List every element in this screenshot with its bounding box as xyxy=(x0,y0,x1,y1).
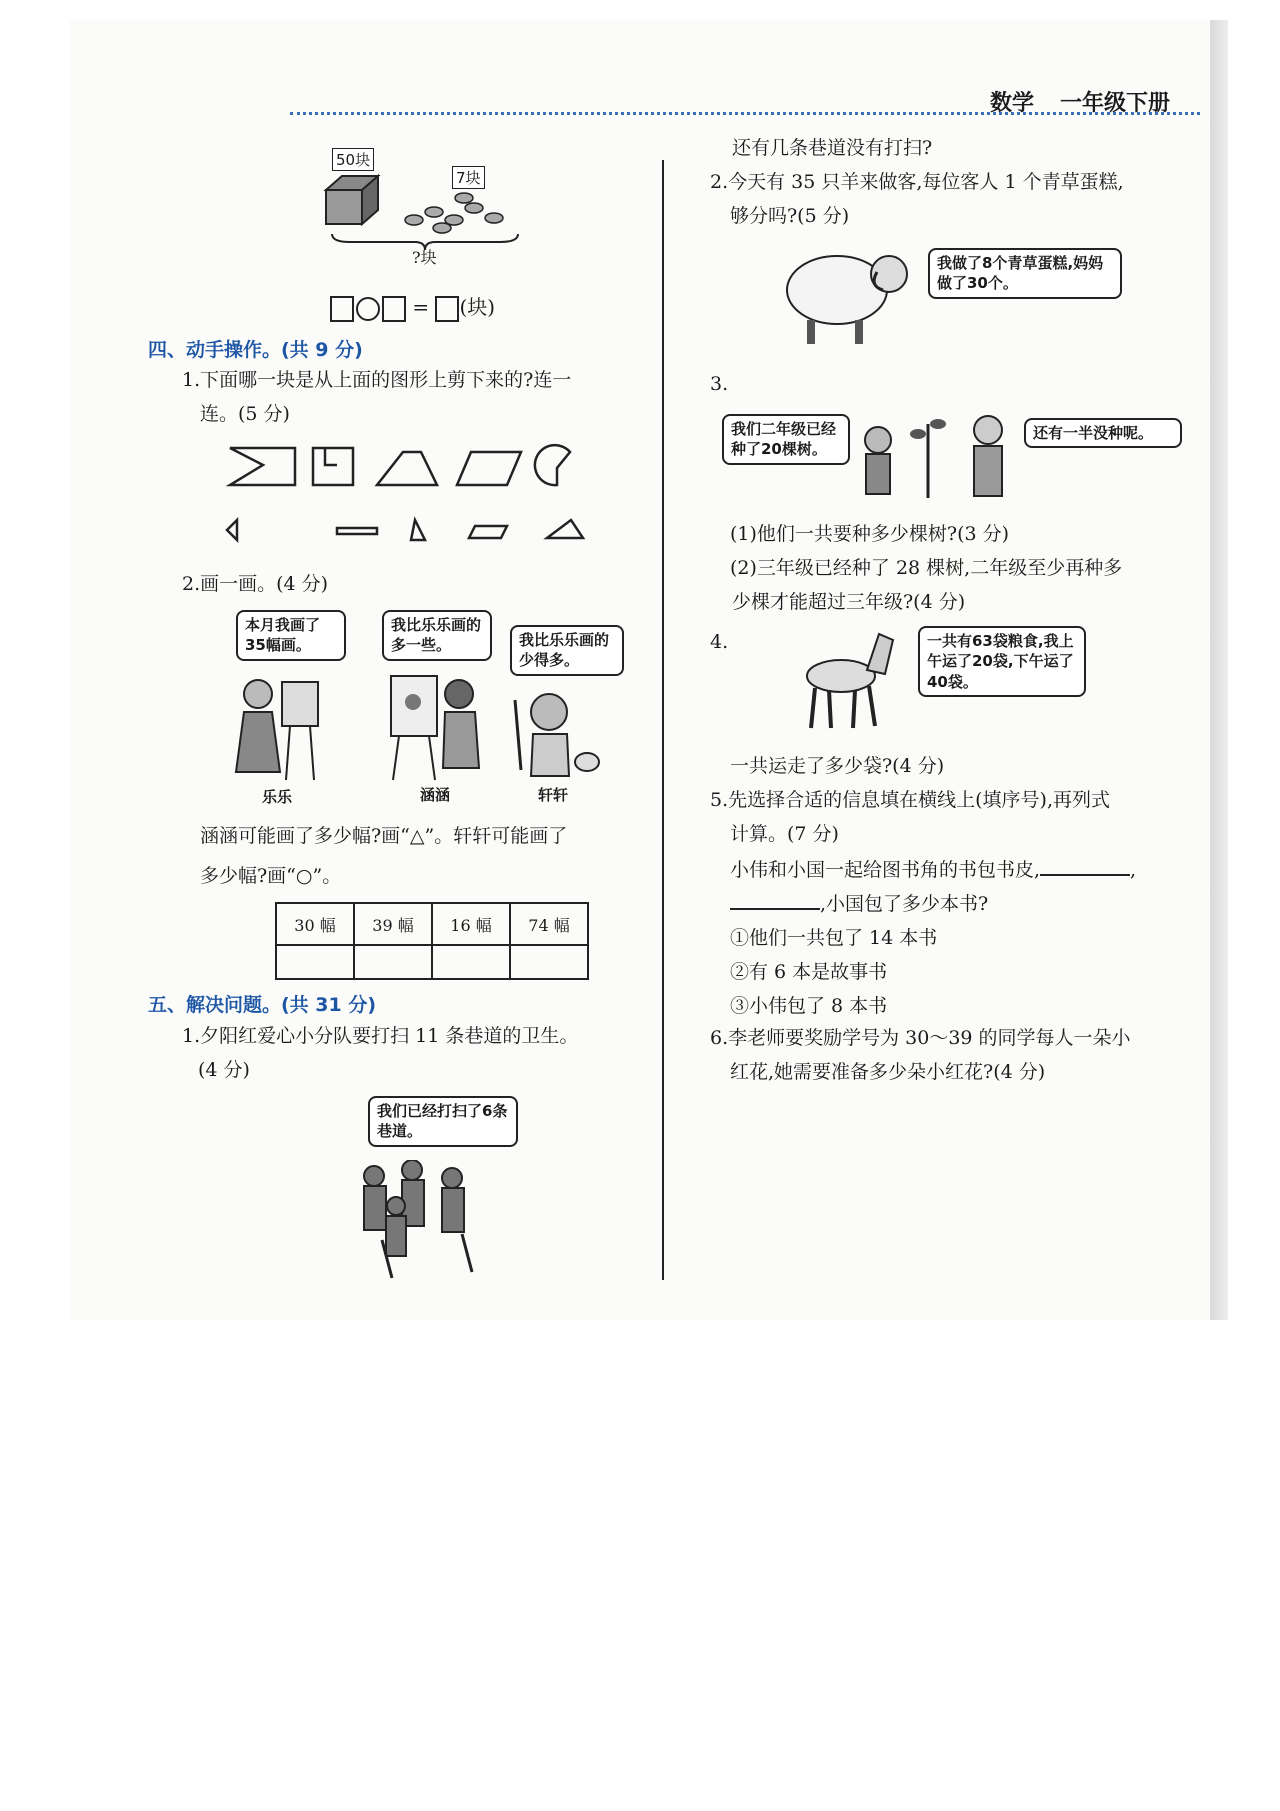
mark-cell[interactable] xyxy=(510,945,588,979)
s4-q2-title: 2.画一画。(4 分) xyxy=(182,573,329,595)
q5-question: ,小国包了多少本书? xyxy=(820,893,989,915)
r-q5-line4 xyxy=(730,890,988,919)
section-5-title: 五、解决问题。(共 31 分) xyxy=(148,994,377,1016)
answer-box[interactable] xyxy=(435,296,459,322)
horse-illustration xyxy=(795,622,895,732)
section-4-title: 四、动手操作。(共 9 分) xyxy=(148,339,363,361)
cutout-shapes xyxy=(225,440,605,550)
r-q6-line2: 红花,她需要准备多少朵小红花?(4 分) xyxy=(730,1061,1046,1083)
option-cell: 74 幅 xyxy=(510,903,588,945)
speech-bubble-horse: 一共有63袋粮食,我上午运了20袋,下午运了40袋。 xyxy=(918,626,1086,697)
s5-q1-line1: 1.夕阳红爱心小分队要打扫 11 条巷道的卫生。 xyxy=(182,1025,579,1047)
small-triangle-3 xyxy=(547,520,583,538)
q5-blank-2[interactable] xyxy=(730,908,820,910)
parallelogram-shape xyxy=(457,452,521,485)
candy-price-label: 7块 xyxy=(452,166,485,189)
q5-option-1: ①他们一共包了 14 本书 xyxy=(730,927,938,949)
trapezoid-shape xyxy=(377,452,437,485)
s4-q2-text-line2: 多少幅?画“○”。 xyxy=(200,865,342,887)
q5-option-3: ③小伟包了 8 本书 xyxy=(730,995,888,1017)
subject-label: 数学 xyxy=(990,91,1035,116)
sweeping-team-illustration xyxy=(352,1160,482,1280)
speech-bubble-xuanxuan: 我比乐乐画的少得多。 xyxy=(510,625,624,676)
tree-planting-illustration xyxy=(838,404,1018,504)
small-triangle-2 xyxy=(411,520,425,540)
speech-bubble-sheep: 我做了8个青草蛋糕,妈妈做了30个。 xyxy=(928,248,1122,299)
mark-cell[interactable] xyxy=(276,945,354,979)
r-q5-line1: 5.先选择合适的信息填在横线上(填序号),再列式 xyxy=(710,789,1110,811)
gift-box-icon xyxy=(322,172,382,228)
equation-row: = (块) xyxy=(330,292,495,322)
hanhan-painting-illustration xyxy=(385,668,485,784)
name-xuanxuan: 轩轩 xyxy=(538,786,569,804)
s4-q2-text-line1: 涵涵可能画了多少幅?画“△”。轩轩可能画了 xyxy=(200,825,568,847)
name-lele: 乐乐 xyxy=(262,788,293,806)
r-q1-continuation: 还有几条巷道没有打扫? xyxy=(732,137,933,159)
sheep-illustration xyxy=(785,244,915,348)
bowtie-shape xyxy=(230,448,295,485)
notched-square-shape xyxy=(313,448,353,485)
answer-box[interactable] xyxy=(330,296,354,322)
header-divider xyxy=(290,112,1200,115)
q5-comma: , xyxy=(1130,859,1137,881)
pacman-shape xyxy=(535,445,570,485)
q5-context: 小伟和小国一起给图书角的书包书皮, xyxy=(730,859,1041,881)
option-cell: 16 幅 xyxy=(432,903,510,945)
q5-blank-1[interactable] xyxy=(1040,874,1130,876)
r-q5-line2: 计算。(7 分) xyxy=(730,823,839,845)
name-hanhan: 涵涵 xyxy=(420,786,451,804)
girl-painting-illustration xyxy=(230,672,330,784)
r-q5-line3 xyxy=(730,856,1136,885)
s4-q1-line1: 1.下面哪一块是从上面的图形上剪下来的?连一 xyxy=(182,369,572,391)
q5-option-2: ②有 6 本是故事书 xyxy=(730,961,888,983)
speech-bubble-student: 我们二年级已经种了20棵树。 xyxy=(722,414,850,465)
small-triangle-1 xyxy=(227,520,237,540)
r-q4-number: 4. xyxy=(710,631,729,653)
column-divider xyxy=(662,160,664,1280)
r-q3-number: 3. xyxy=(710,373,729,395)
speech-bubble-team: 我们已经打扫了6条巷道。 xyxy=(368,1096,518,1147)
box-price-label: 50块 xyxy=(332,148,374,171)
r-q2-line1: 2.今天有 35 只羊来做客,每位客人 1 个青草蛋糕, xyxy=(710,171,1124,193)
r-q3-sub1: (1)他们一共要种多少棵树?(3 分) xyxy=(730,523,1010,545)
speech-bubble-worker: 还有一半没种呢。 xyxy=(1024,418,1182,448)
mark-cell[interactable] xyxy=(354,945,432,979)
page-edge xyxy=(1210,20,1228,1320)
r-q3-sub2-line2: 少棵才能超过三年级?(4 分) xyxy=(732,591,966,613)
thin-bar-shape xyxy=(337,528,377,534)
option-cell: 30 幅 xyxy=(276,903,354,945)
r-q2-line2: 够分吗?(5 分) xyxy=(730,205,850,227)
option-cell: 39 幅 xyxy=(354,903,432,945)
s5-q1-line2: (4 分) xyxy=(198,1059,250,1081)
r-q6-line1: 6.李老师要奖励学号为 30～39 的同学每人一朵小 xyxy=(710,1027,1131,1049)
mark-cell[interactable] xyxy=(432,945,510,979)
total-unknown-label: ?块 xyxy=(412,248,437,267)
grade-label: 一年级下册 xyxy=(1060,91,1171,116)
equation-unit: (块) xyxy=(459,295,496,319)
answer-box[interactable] xyxy=(382,296,406,322)
r-q3-sub2-line1: (2)三年级已经种了 28 棵树,二年级至少再种多 xyxy=(730,557,1123,579)
operator-circle[interactable] xyxy=(356,297,380,321)
speech-bubble-lele: 本月我画了35幅画。 xyxy=(236,610,346,661)
r-q4-question: 一共运走了多少袋?(4 分) xyxy=(730,755,945,777)
speech-bubble-hanhan: 我比乐乐画的多一些。 xyxy=(382,610,492,661)
s4-q1-line2: 连。(5 分) xyxy=(200,403,290,425)
boy-painting-illustration xyxy=(505,690,605,782)
small-parallelogram xyxy=(469,526,507,538)
answer-options-table xyxy=(275,902,589,980)
candies-icon xyxy=(400,190,515,234)
